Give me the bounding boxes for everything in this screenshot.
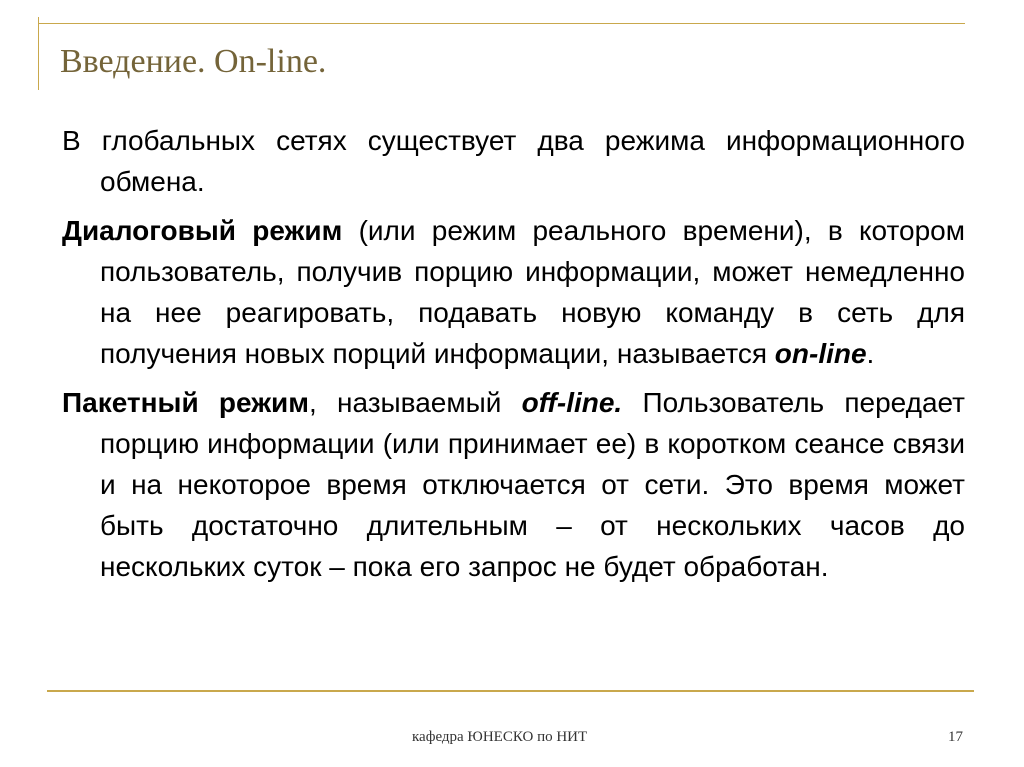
term-batch-mode: Пакетный режим [62,387,309,418]
paragraph-batch-mode-text: , называемый [308,387,522,418]
left-rule-divider [38,17,39,90]
slide-body [62,120,965,595]
term-off-line: off-line. [521,387,623,418]
top-rule-divider [38,23,965,24]
term-dialog-mode: Диалоговый режим [62,215,343,246]
footer-text: кафедра ЮНЕСКО по НИТ [412,729,588,745]
paragraph-batch-mode [62,382,965,587]
bottom-rule-divider [47,690,974,692]
paragraph-batch-mode-text-2: Пользователь передает порцию информации (или принимает ее) в коротком сеансе связи и на некоторое время отключается от сети. Это время может быть достаточно длительным – от нескольких часов до нескольких суток – пока его запрос не будет обработан. [100,387,966,582]
term-on-line: on-line [774,338,867,369]
slide-title: Введение. On-line. [60,43,327,80]
paragraph-dialog-mode [62,210,965,374]
paragraph-dialog-mode-text: (или режим реального времени), в котором пользователь, получив порцию информации, может немедленно на нее реагировать, подавать новую команду в сеть для получения новых порций информации, называется [100,215,965,369]
paragraph-intro [62,120,965,202]
paragraph-dialog-mode-end: . [866,338,875,369]
paragraph-intro-text: В глобальных сетях существует два режима информационного обмена. [62,125,965,197]
page-number: 17 [948,729,963,745]
